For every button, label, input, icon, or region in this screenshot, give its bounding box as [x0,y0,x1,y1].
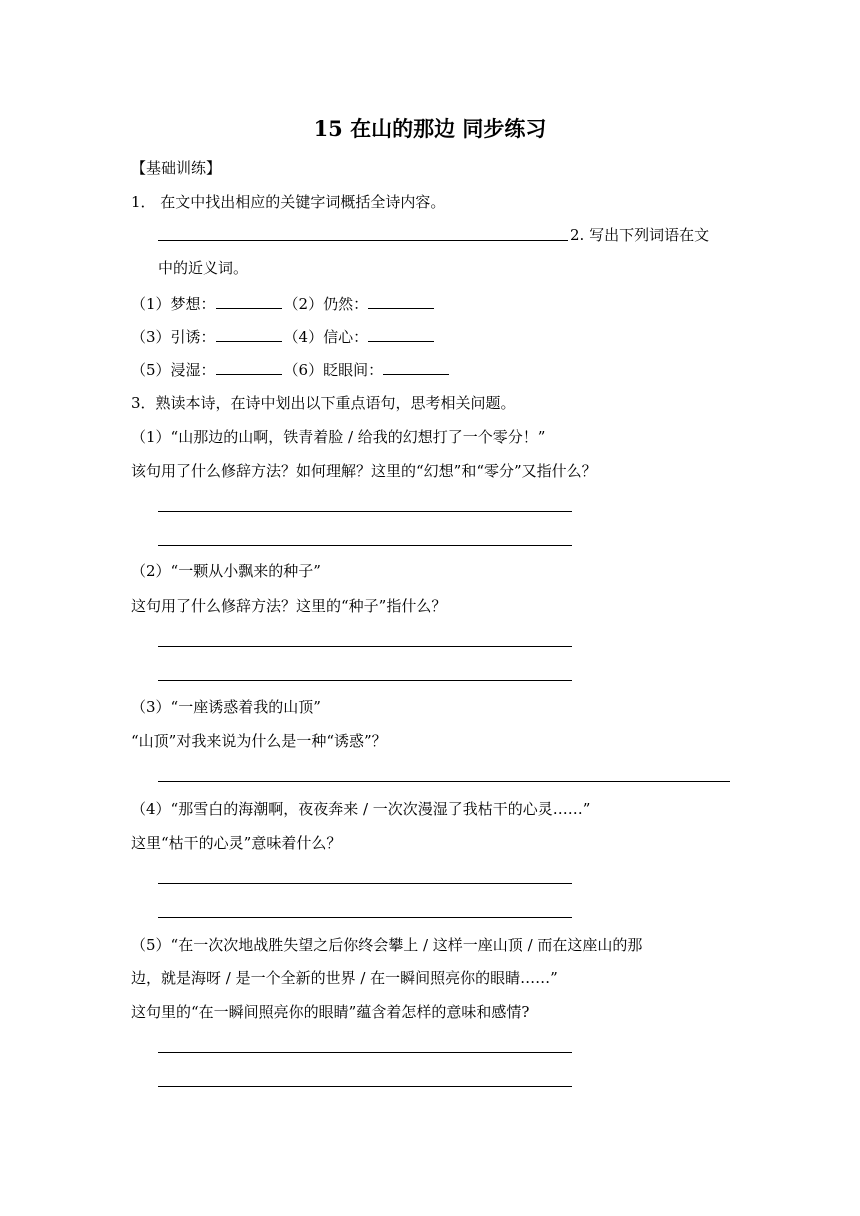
answer-line [158,680,572,681]
blank-line [216,326,282,342]
sentence-5-question: 这句里的“在一瞬间照亮你的眼睛”蕴含着怎样的意味和感情? [131,1003,530,1021]
synonym-item: （2）仍然： [283,295,369,313]
sentence-4-quote: （4）“那雪白的海潮啊，夜夜奔来 / 一次次漫湿了我枯干的心灵……” [131,800,591,818]
sentence-2-question: 这句用了什么修辞方法？这里的“种子”指什么？ [131,597,447,615]
sentence-4-question: 这里“枯干的心灵”意味着什么？ [131,834,342,852]
question-1: 1． 在文中找出相应的关键字词概括全诗内容。 [131,193,446,211]
answer-line [158,511,572,512]
sentence-1-quote: （1）“山那边的山啊，铁青着脸 / 给我的幻想打了一个零分！” [131,428,546,446]
blank-line [383,359,449,375]
question-3: 3．熟读本诗，在诗中划出以下重点语句，思考相关问题。 [131,394,516,412]
answer-line [158,883,572,884]
answer-line [158,781,730,782]
answer-line [158,240,568,241]
synonym-item: （6）眨眼间： [283,361,384,379]
synonym-item: （5）浸湿： [131,361,216,379]
blank-line [216,359,282,375]
answer-line [158,646,572,647]
answer-line [158,545,572,546]
synonym-row-3 [131,359,451,380]
answer-line [158,1052,572,1053]
synonym-item: （1）梦想： [131,295,216,313]
sentence-2-quote: （2）“一颗从小飘来的种子” [131,562,321,580]
blank-line [216,293,282,309]
blank-line [368,293,434,309]
answer-line [158,1086,572,1087]
sentence-3-question: “山顶”对我来说为什么是一种“诱惑”？ [131,732,387,750]
page-title: 15 在山的那边 同步练习 [313,116,547,141]
synonym-item: （4）信心： [283,328,369,346]
answer-line [158,917,572,918]
question-2-title-b: 中的近义词。 [158,259,249,277]
question-2-title-a: 2. 写出下列词语在文 [570,226,710,244]
sentence-5-quote-a: （5）“在一次次地战胜失望之后你终会攀上 / 这样一座山顶 / 而在这座山的那 [131,936,643,954]
sentence-3-quote: （3）“一座诱惑着我的山顶” [131,698,321,716]
section-heading: 【基础训练】 [131,159,222,177]
synonym-row-1 [131,293,436,314]
sentence-5-quote-b: 边，就是海呀 / 是一个全新的世界 / 在一瞬间照亮你的眼睛……” [131,969,558,987]
blank-line [368,326,434,342]
synonym-row-2 [131,326,436,347]
synonym-item: （3）引诱： [131,328,216,346]
sentence-1-question: 该句用了什么修辞方法？如何理解？这里的“幻想”和“零分”又指什么？ [131,462,597,480]
